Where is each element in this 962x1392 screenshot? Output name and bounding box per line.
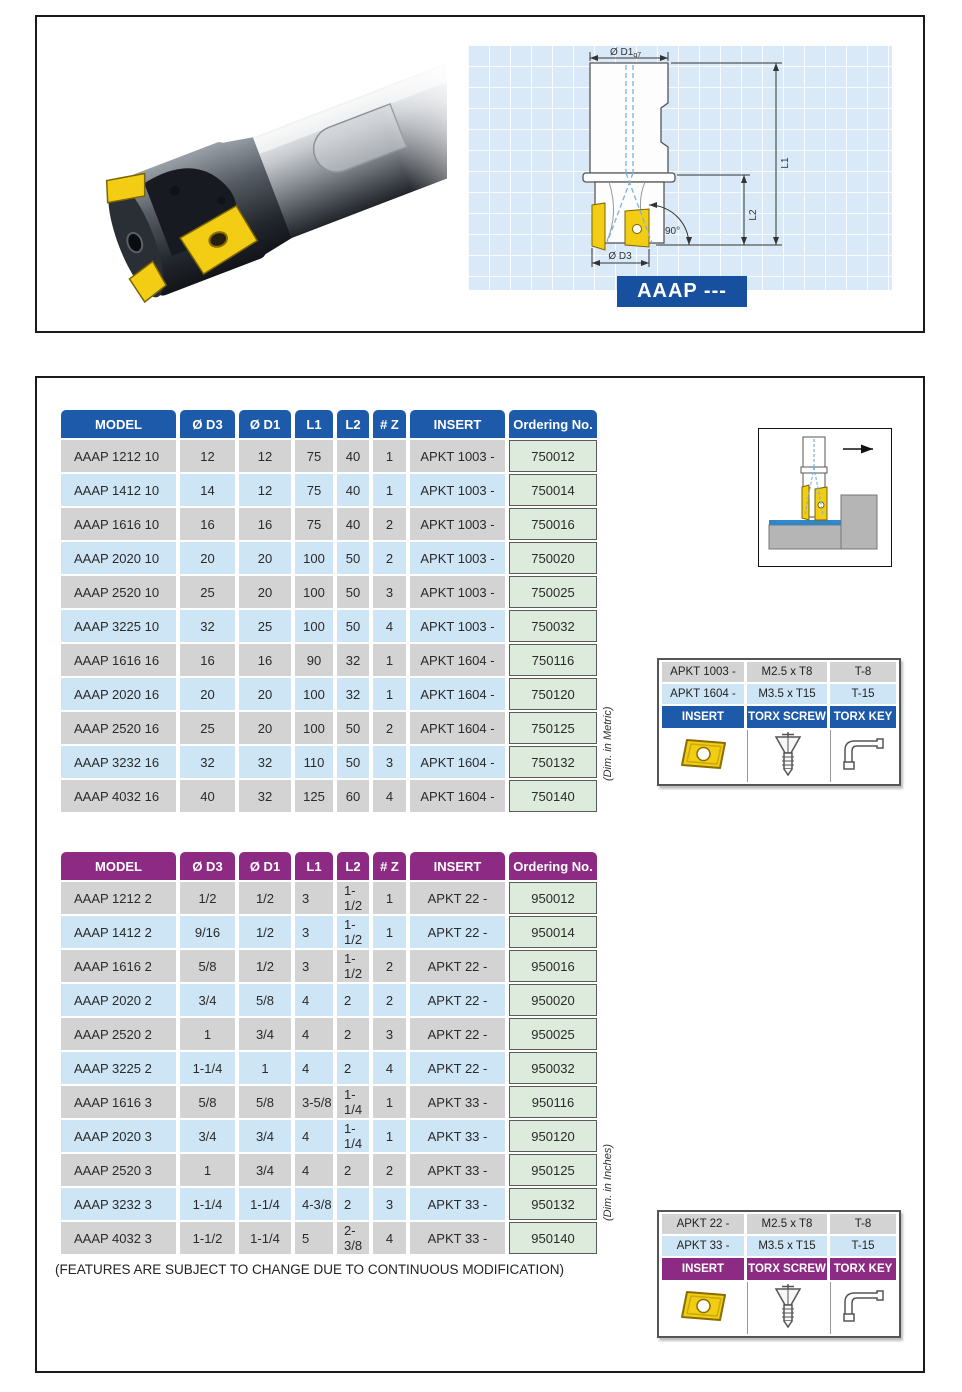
table-cell: 1-1/4 <box>239 1188 291 1220</box>
table-cell: 750120 <box>509 678 597 710</box>
table-cell: 750020 <box>509 542 597 574</box>
metric-header-row <box>61 410 597 438</box>
torx-key-header: TORX KEY <box>830 706 896 728</box>
table-cell: AAAP 1616 2 <box>61 950 176 982</box>
table-cell: AAAP 1616 16 <box>61 644 176 676</box>
table-row <box>662 662 896 682</box>
table-cell: AAAP 3232 16 <box>61 746 176 778</box>
table-cell: 1-1/4 <box>337 1120 369 1152</box>
table-cell: 2 <box>373 1154 406 1186</box>
table-cell: APKT 22 - <box>410 950 505 982</box>
table-cell: 1-1/2 <box>337 950 369 982</box>
table-cell: APKT 33 - <box>410 1188 505 1220</box>
table-cell: AAAP 3232 3 <box>61 1188 176 1220</box>
model-series-banner: AAAP --- <box>617 276 747 307</box>
table-cell: 1 <box>373 440 406 472</box>
table-cell: 40 <box>337 440 369 472</box>
spec-tables-box <box>35 376 925 1373</box>
col-model: MODEL <box>61 852 176 880</box>
table-cell: APKT 33 - <box>410 1120 505 1152</box>
table-cell: 1 <box>373 474 406 506</box>
table-cell: 16 <box>180 508 235 540</box>
apkt-insert-icon <box>677 736 729 772</box>
insert-info-icon-row <box>662 1282 896 1334</box>
table-cell: 1-1/2 <box>180 1222 235 1254</box>
table-cell: 1 <box>373 1086 406 1118</box>
dim-d3-label: Ø D3 <box>608 251 632 262</box>
table-cell: AAAP 1412 10 <box>61 474 176 506</box>
table-cell: 50 <box>337 746 369 778</box>
table-cell: 1/2 <box>180 882 235 914</box>
table-cell: 12 <box>180 440 235 472</box>
table-cell: AAAP 2520 10 <box>61 576 176 608</box>
table-cell: 32 <box>337 678 369 710</box>
table-cell: APKT 33 - <box>410 1154 505 1186</box>
table-cell: M3.5 x T15 <box>747 684 827 704</box>
table-cell: 5/8 <box>180 950 235 982</box>
table-cell: 20 <box>180 542 235 574</box>
table-cell: 1 <box>373 1120 406 1152</box>
table-cell: APKT 22 - <box>410 1018 505 1050</box>
table-cell: 16 <box>239 508 291 540</box>
table-cell: APKT 22 - <box>410 882 505 914</box>
table-cell: 3 <box>373 1188 406 1220</box>
table-row <box>61 1018 597 1050</box>
dim-d1-label: Ø $D1_{g7}$ <box>610 47 642 59</box>
table-cell: 5 <box>295 1222 333 1254</box>
table-cell: 4 <box>295 1154 333 1186</box>
inch-header-row <box>61 852 597 880</box>
table-cell: 50 <box>337 610 369 642</box>
table-row <box>61 644 597 676</box>
table-cell: 950032 <box>509 1052 597 1084</box>
col-l1: L1 <box>295 410 333 438</box>
table-cell: 4 <box>295 1120 333 1152</box>
table-cell: AAAP 4032 3 <box>61 1222 176 1254</box>
table-cell: 4 <box>373 610 406 642</box>
table-row <box>61 950 597 982</box>
table-cell: AAAP 2020 16 <box>61 678 176 710</box>
inch-dim-note: (Dim. in Inches) <box>602 1143 614 1221</box>
metric-table-body <box>61 440 597 812</box>
machined-surface <box>769 520 841 525</box>
table-cell: 1 <box>373 882 406 914</box>
table-cell: 4 <box>373 1052 406 1084</box>
col-z: # Z <box>373 852 406 880</box>
table-cell: 32 <box>239 780 291 812</box>
col-model: MODEL <box>61 410 176 438</box>
col-l2: L2 <box>337 852 369 880</box>
table-cell: 3 <box>373 746 406 778</box>
table-cell: AAAP 2520 16 <box>61 712 176 744</box>
table-cell: 90 <box>295 644 333 676</box>
end-mill-body <box>94 55 447 305</box>
table-row <box>61 746 597 778</box>
table-cell: 1-1/2 <box>337 916 369 948</box>
insert-info-header-row <box>662 1258 896 1280</box>
table-row <box>61 508 597 540</box>
apkt-insert-icon <box>677 1288 729 1324</box>
col-ordering: Ordering No. <box>509 410 597 438</box>
table-cell: 950125 <box>509 1154 597 1186</box>
table-cell: 2 <box>373 712 406 744</box>
table-cell: APKT 1604 - <box>410 746 505 778</box>
workpiece-lower <box>769 525 841 549</box>
table-cell: APKT 1003 - <box>410 474 505 506</box>
drawing-insert-hole <box>633 225 642 234</box>
dim-l2-label: L2 <box>748 209 759 221</box>
table-cell: 125 <box>295 780 333 812</box>
table-cell: APKT 22 - <box>662 1214 744 1234</box>
table-cell: 40 <box>337 474 369 506</box>
table-cell: AAAP 1212 10 <box>61 440 176 472</box>
table-cell: 100 <box>295 678 333 710</box>
table-cell: 20 <box>239 576 291 608</box>
table-cell: APKT 1003 - <box>410 508 505 540</box>
table-cell: 20 <box>180 678 235 710</box>
table-cell: 32 <box>180 746 235 778</box>
table-cell: APKT 22 - <box>410 984 505 1016</box>
table-cell: 950020 <box>509 984 597 1016</box>
table-cell: 750014 <box>509 474 597 506</box>
table-cell: 100 <box>295 542 333 574</box>
table-row <box>61 542 597 574</box>
table-row <box>61 1222 597 1254</box>
table-cell: AAAP 2020 10 <box>61 542 176 574</box>
table-cell: 100 <box>295 610 333 642</box>
table-row <box>662 1214 896 1234</box>
table-row <box>61 1154 597 1186</box>
torx-key-icon <box>842 735 886 773</box>
table-cell: 75 <box>295 440 333 472</box>
insert-info-header-row <box>662 706 896 728</box>
table-cell: 12 <box>239 474 291 506</box>
footer-disclaimer: (FEATURES ARE SUBJECT TO CHANGE DUE TO CONTINUOUS MODIFICATION) <box>55 1262 565 1277</box>
table-cell: APKT 22 - <box>410 1052 505 1084</box>
table-cell: 25 <box>180 712 235 744</box>
col-insert: INSERT <box>410 852 505 880</box>
product-overview-box <box>35 15 925 333</box>
table-cell: 3 <box>295 916 333 948</box>
table-cell: 750116 <box>509 644 597 676</box>
application-diagram <box>758 428 892 567</box>
table-cell: 2 <box>337 1154 369 1186</box>
table-row <box>61 1188 597 1220</box>
table-cell: 3 <box>373 1018 406 1050</box>
table-cell: 1 <box>180 1154 235 1186</box>
table-row <box>61 1120 597 1152</box>
inch-insert-rows <box>662 1214 896 1256</box>
insert-header: INSERT <box>662 1258 744 1280</box>
table-cell: 750032 <box>509 610 597 642</box>
table-cell: 60 <box>337 780 369 812</box>
table-cell: APKT 1003 - <box>410 610 505 642</box>
table-cell: 5/8 <box>239 1086 291 1118</box>
workpiece-step <box>841 495 877 549</box>
table-cell: 1 <box>239 1052 291 1084</box>
shank-outline <box>590 63 668 173</box>
table-cell: AAAP 1616 3 <box>61 1086 176 1118</box>
table-cell: 1-1/4 <box>239 1222 291 1254</box>
table-cell: 110 <box>295 746 333 778</box>
table-row <box>662 684 896 704</box>
table-cell: 950120 <box>509 1120 597 1152</box>
table-cell: 2-3/8 <box>337 1222 369 1254</box>
drawing-left-insert <box>592 203 605 250</box>
table-row <box>61 1086 597 1118</box>
insert-header: INSERT <box>662 706 744 728</box>
table-cell: 20 <box>239 542 291 574</box>
table-cell: 4 <box>295 984 333 1016</box>
table-cell: 9/16 <box>180 916 235 948</box>
table-cell: 2 <box>373 950 406 982</box>
table-cell: AAAP 3225 10 <box>61 610 176 642</box>
table-cell: 1/2 <box>239 950 291 982</box>
table-cell: APKT 1604 - <box>662 684 744 704</box>
table-cell: AAAP 1212 2 <box>61 882 176 914</box>
table-cell: 3/4 <box>180 1120 235 1152</box>
table-cell: AAAP 2020 2 <box>61 984 176 1016</box>
table-cell: 32 <box>239 746 291 778</box>
table-cell: T-8 <box>830 1214 896 1234</box>
insert-info-icon-row <box>662 730 896 782</box>
table-cell: 20 <box>239 712 291 744</box>
table-row <box>61 1052 597 1084</box>
table-cell: AAAP 2020 3 <box>61 1120 176 1152</box>
table-row <box>61 712 597 744</box>
col-d3: Ø D3 <box>180 410 235 438</box>
table-cell: AAAP 1412 2 <box>61 916 176 948</box>
table-cell: 4 <box>295 1052 333 1084</box>
table-cell: 50 <box>337 542 369 574</box>
table-cell: 3 <box>295 950 333 982</box>
dim-l1-label: L1 <box>780 157 791 169</box>
table-cell: 1 <box>373 916 406 948</box>
table-cell: 1-1/2 <box>337 882 369 914</box>
table-cell: 12 <box>239 440 291 472</box>
table-cell: 3/4 <box>239 1120 291 1152</box>
table-cell: 1 <box>180 1018 235 1050</box>
table-cell: 3/4 <box>239 1018 291 1050</box>
table-cell: 32 <box>337 644 369 676</box>
table-cell: 2 <box>373 508 406 540</box>
table-cell: AAAP 3225 2 <box>61 1052 176 1084</box>
torx-key-icon <box>842 1287 886 1325</box>
col-d3: Ø D3 <box>180 852 235 880</box>
inch-insert-info <box>657 1210 901 1338</box>
table-cell: 3-5/8 <box>295 1086 333 1118</box>
table-cell: 1 <box>373 644 406 676</box>
table-cell: 16 <box>180 644 235 676</box>
table-cell: 4 <box>373 1222 406 1254</box>
table-cell: APKT 33 - <box>410 1086 505 1118</box>
metric-spec-table <box>57 408 601 814</box>
table-cell: 1-1/4 <box>180 1052 235 1084</box>
table-cell: 750125 <box>509 712 597 744</box>
table-row <box>61 474 597 506</box>
table-cell: 750025 <box>509 576 597 608</box>
table-cell: 5/8 <box>180 1086 235 1118</box>
table-cell: 4 <box>295 1018 333 1050</box>
table-row <box>61 916 597 948</box>
table-cell: 40 <box>337 508 369 540</box>
table-cell: 750012 <box>509 440 597 472</box>
table-cell: T-15 <box>830 1236 896 1256</box>
table-cell: 2 <box>337 1018 369 1050</box>
table-cell: 32 <box>180 610 235 642</box>
table-cell: 950140 <box>509 1222 597 1254</box>
table-cell: 50 <box>337 576 369 608</box>
table-row <box>61 882 597 914</box>
dimension-drawing <box>468 45 892 290</box>
metric-insert-info <box>657 658 901 786</box>
col-insert: INSERT <box>410 410 505 438</box>
table-cell: AAAP 4032 16 <box>61 780 176 812</box>
table-cell: APKT 1604 - <box>410 712 505 744</box>
table-cell: T-15 <box>830 684 896 704</box>
table-cell: APKT 22 - <box>410 916 505 948</box>
torx-screw-header: TORX SCREW <box>747 1258 827 1280</box>
end-mill-photo <box>57 55 447 321</box>
table-cell: APKT 1604 - <box>410 780 505 812</box>
col-z: # Z <box>373 410 406 438</box>
table-cell: 100 <box>295 576 333 608</box>
inch-table-body <box>61 882 597 1254</box>
table-cell: APKT 1003 - <box>410 576 505 608</box>
table-cell: 2 <box>337 984 369 1016</box>
table-cell: 2 <box>337 1052 369 1084</box>
metric-dim-note: (Dim. in Metric) <box>602 706 614 782</box>
metric-insert-rows <box>662 662 896 704</box>
table-row <box>662 1236 896 1256</box>
dim-angle-label: 90° <box>665 226 681 237</box>
table-cell: APKT 1003 - <box>662 662 744 682</box>
table-cell: 16 <box>239 644 291 676</box>
table-cell: 2 <box>337 1188 369 1220</box>
table-cell: 2 <box>373 542 406 574</box>
table-cell: 1-1/4 <box>337 1086 369 1118</box>
col-l2: L2 <box>337 410 369 438</box>
table-cell: 3/4 <box>180 984 235 1016</box>
table-row <box>61 678 597 710</box>
table-cell: 4 <box>373 780 406 812</box>
col-ordering: Ordering No. <box>509 852 597 880</box>
table-cell: 25 <box>239 610 291 642</box>
table-cell: APKT 33 - <box>410 1222 505 1254</box>
table-cell: APKT 1003 - <box>410 542 505 574</box>
table-cell: APKT 1604 - <box>410 644 505 676</box>
table-cell: 2 <box>373 984 406 1016</box>
inch-spec-table <box>57 850 601 1256</box>
table-cell: 100 <box>295 712 333 744</box>
table-cell: 950016 <box>509 950 597 982</box>
table-cell: 3 <box>373 576 406 608</box>
table-cell: APKT 1003 - <box>410 440 505 472</box>
table-cell: APKT 33 - <box>662 1236 744 1256</box>
table-cell: M2.5 x T8 <box>747 662 827 682</box>
table-cell: M3.5 x T15 <box>747 1236 827 1256</box>
table-cell: 950012 <box>509 882 597 914</box>
table-cell: 1/2 <box>239 882 291 914</box>
table-cell: AAAP 2520 3 <box>61 1154 176 1186</box>
col-d1: Ø D1 <box>239 852 291 880</box>
table-cell: 3 <box>295 882 333 914</box>
table-cell: APKT 1604 - <box>410 678 505 710</box>
table-cell: AAAP 2520 2 <box>61 1018 176 1050</box>
table-cell: 4-3/8 <box>295 1188 333 1220</box>
torx-screw-icon <box>772 731 804 777</box>
table-cell: 40 <box>180 780 235 812</box>
torx-screw-header: TORX SCREW <box>747 706 827 728</box>
table-cell: 14 <box>180 474 235 506</box>
table-cell: M2.5 x T8 <box>747 1214 827 1234</box>
table-row <box>61 610 597 642</box>
table-cell: 750016 <box>509 508 597 540</box>
table-cell: 5/8 <box>239 984 291 1016</box>
table-row <box>61 440 597 472</box>
table-cell: 750132 <box>509 746 597 778</box>
table-cell: 950132 <box>509 1188 597 1220</box>
col-d1: Ø D1 <box>239 410 291 438</box>
table-cell: 750140 <box>509 780 597 812</box>
table-cell: AAAP 1616 10 <box>61 508 176 540</box>
table-row <box>61 576 597 608</box>
table-cell: 25 <box>180 576 235 608</box>
table-cell: T-8 <box>830 662 896 682</box>
table-row <box>61 984 597 1016</box>
table-row <box>61 780 597 812</box>
table-cell: 1-1/4 <box>180 1188 235 1220</box>
table-cell: 1 <box>373 678 406 710</box>
torx-screw-icon <box>772 1283 804 1329</box>
table-cell: 75 <box>295 474 333 506</box>
table-cell: 3/4 <box>239 1154 291 1186</box>
table-cell: 950116 <box>509 1086 597 1118</box>
table-cell: 50 <box>337 712 369 744</box>
table-cell: 1/2 <box>239 916 291 948</box>
table-cell: 20 <box>239 678 291 710</box>
table-cell: 950025 <box>509 1018 597 1050</box>
col-l1: L1 <box>295 852 333 880</box>
torx-key-header: TORX KEY <box>830 1258 896 1280</box>
table-cell: 75 <box>295 508 333 540</box>
technical-drawing-panel <box>468 45 892 290</box>
table-cell: 950014 <box>509 916 597 948</box>
